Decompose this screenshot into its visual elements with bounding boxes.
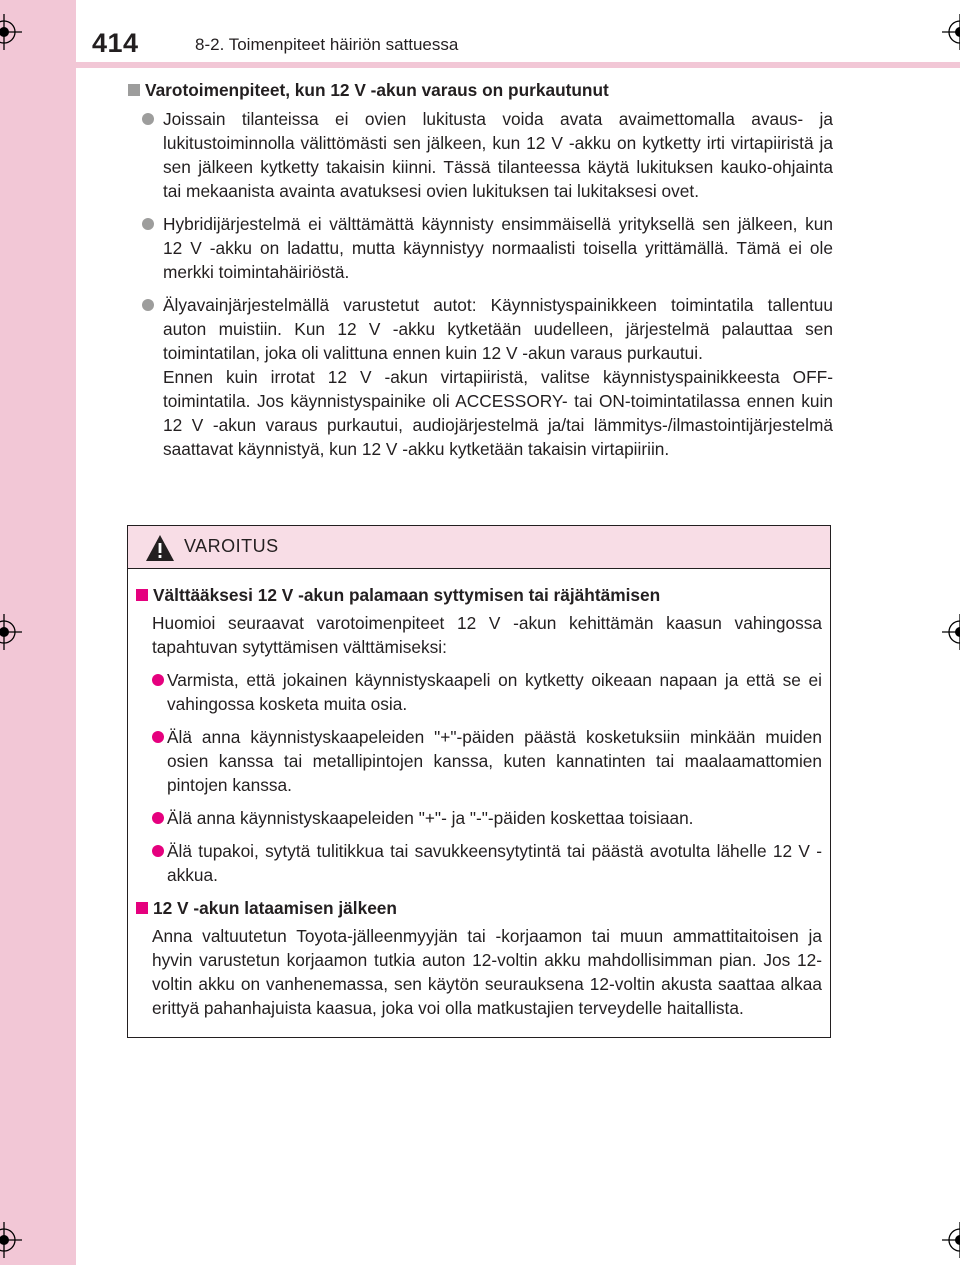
square-bullet-icon	[136, 589, 148, 601]
warning-title: VAROITUS	[184, 536, 279, 556]
bullet-text: Älä anna käynnistyskaapeleiden "+"-päiden päästä kosketuksiin minkään muiden osien kanssa tai metallipintojen kanssa, kuten kannatinten tai maalaamattomien pintojen kanssa.	[167, 727, 822, 795]
warning-triangle-icon	[145, 534, 175, 562]
bullet-text: Älä anna käynnistyskaapeleiden "+"- ja "-"-päiden koskettaa toisiaan.	[167, 808, 694, 828]
list-item	[136, 839, 822, 887]
main-bullet-list	[128, 107, 833, 461]
header-rule	[76, 62, 960, 68]
bullet-text: Joissain tilanteissa ei ovien lukitusta voida avata avaimettomalla avaus- ja lukitustoiminnolla välittömästi sen jälkeen, kun 12 V -akku on kytketty irti virtapiiristä ja sen jälkeen kytketty takaisin kiinni. Tässä tilanteessa käytä lukituksen kauko-ohjainta tai mekaanista avainta avatuksesi ovien lukituksen tai lukitaksesi ovet.	[163, 109, 833, 201]
list-item	[136, 806, 822, 830]
list-item	[136, 668, 822, 716]
bullet-text-continued: Ennen kuin irrotat 12 V -akun virtapiiristä, valitse käynnistyspainikkeesta OFF-toimintatila. Jos käynnistyspainike oli ACCESSORY- tai ON-toimintatilassa ennen kuin 12 V -akun varaus purkautui, audiojärjestelmä ja/tai lämmitys-/ilmastointijärjestelmä saattavat käynnistyä, kun 12 V -akku kytketään takaisin virtapiiriin.	[163, 367, 833, 459]
warning-heading-text: Välttääksesi 12 V -akun palamaan syttymisen tai räjähtämisen	[153, 585, 661, 605]
warning-body	[128, 569, 830, 1020]
registration-mark-icon	[0, 14, 22, 50]
circle-bullet-icon	[142, 218, 154, 230]
square-bullet-icon	[136, 902, 148, 914]
list-item	[128, 293, 833, 461]
warning-paragraph: Anna valtuutetun Toyota-jälleenmyyjän tai -korjaamon tai muun ammattitaitoisen ja hyvin varustetun korjaamon tutkia auton 12-voltin akku mahdollisimman pian. Jos 12-voltin akku on vanhenemassa, sen käytön seurauksena 12-voltin akusta saattaa alkaa erittyä pahanhajuista kaasua, joka voi olla matkustajien terveydelle haitallista.	[152, 926, 822, 1018]
registration-mark-icon	[0, 614, 22, 650]
registration-mark-icon	[942, 1222, 960, 1258]
list-item	[128, 212, 833, 284]
circle-bullet-icon	[142, 113, 154, 125]
registration-mark-icon	[942, 14, 960, 50]
circle-bullet-icon	[152, 674, 164, 686]
main-heading	[128, 78, 833, 102]
warning-heading	[136, 583, 822, 607]
warning-header	[128, 526, 830, 569]
section-title: 8-2. Toimenpiteet häiriön sattuessa	[195, 35, 459, 54]
list-item	[136, 725, 822, 797]
circle-bullet-icon	[152, 731, 164, 743]
circle-bullet-icon	[142, 299, 154, 311]
warning-heading-text: 12 V -akun lataamisen jälkeen	[153, 898, 397, 918]
warning-bullet-list	[136, 668, 822, 887]
page-number: 414	[92, 28, 139, 58]
bullet-text: Älä tupakoi, sytytä tulitikkua tai savukkeensytytintä tai päästä avotulta lähelle 12 V -akkua.	[167, 841, 822, 885]
list-item	[128, 107, 833, 203]
registration-mark-icon	[0, 1222, 22, 1258]
bullet-text: Älyavainjärjestelmällä varustetut autot: Käynnistyspainikkeen toimintatila tallentuu auton muistiin. Kun 12 V -akku kytketään uudelleen, järjestelmä palauttaa sen toimintatilan, joka oli valittuna ennen kuin 12 V -akun varaus purkautui.	[163, 295, 833, 363]
warning-intro: Huomioi seuraavat varotoimenpiteet 12 V -akun kehittämän kaasun vahingossa tapahtuvan sytyttämisen välttämiseksi:	[152, 613, 822, 657]
bullet-text: Varmista, että jokainen käynnistyskaapeli on kytketty oikeaan napaan ja että se ei vahingossa kosketa muita osia.	[167, 670, 822, 714]
main-content	[128, 78, 833, 470]
circle-bullet-icon	[152, 812, 164, 824]
main-heading-text: Varotoimenpiteet, kun 12 V -akun varaus on purkautunut	[145, 80, 609, 100]
circle-bullet-icon	[152, 845, 164, 857]
bullet-text: Hybridijärjestelmä ei välttämättä käynnisty ensimmäisellä yrityksellä sen jälkeen, kun 12 V -akku on ladattu, mutta käynnistyy normaalisti toisella yrittämällä. Tämä ei ole merkki toimintahäiriöstä.	[163, 214, 833, 282]
square-bullet-icon	[128, 84, 140, 96]
warning-heading	[136, 896, 822, 920]
registration-mark-icon	[942, 614, 960, 650]
warning-box	[127, 525, 831, 1038]
